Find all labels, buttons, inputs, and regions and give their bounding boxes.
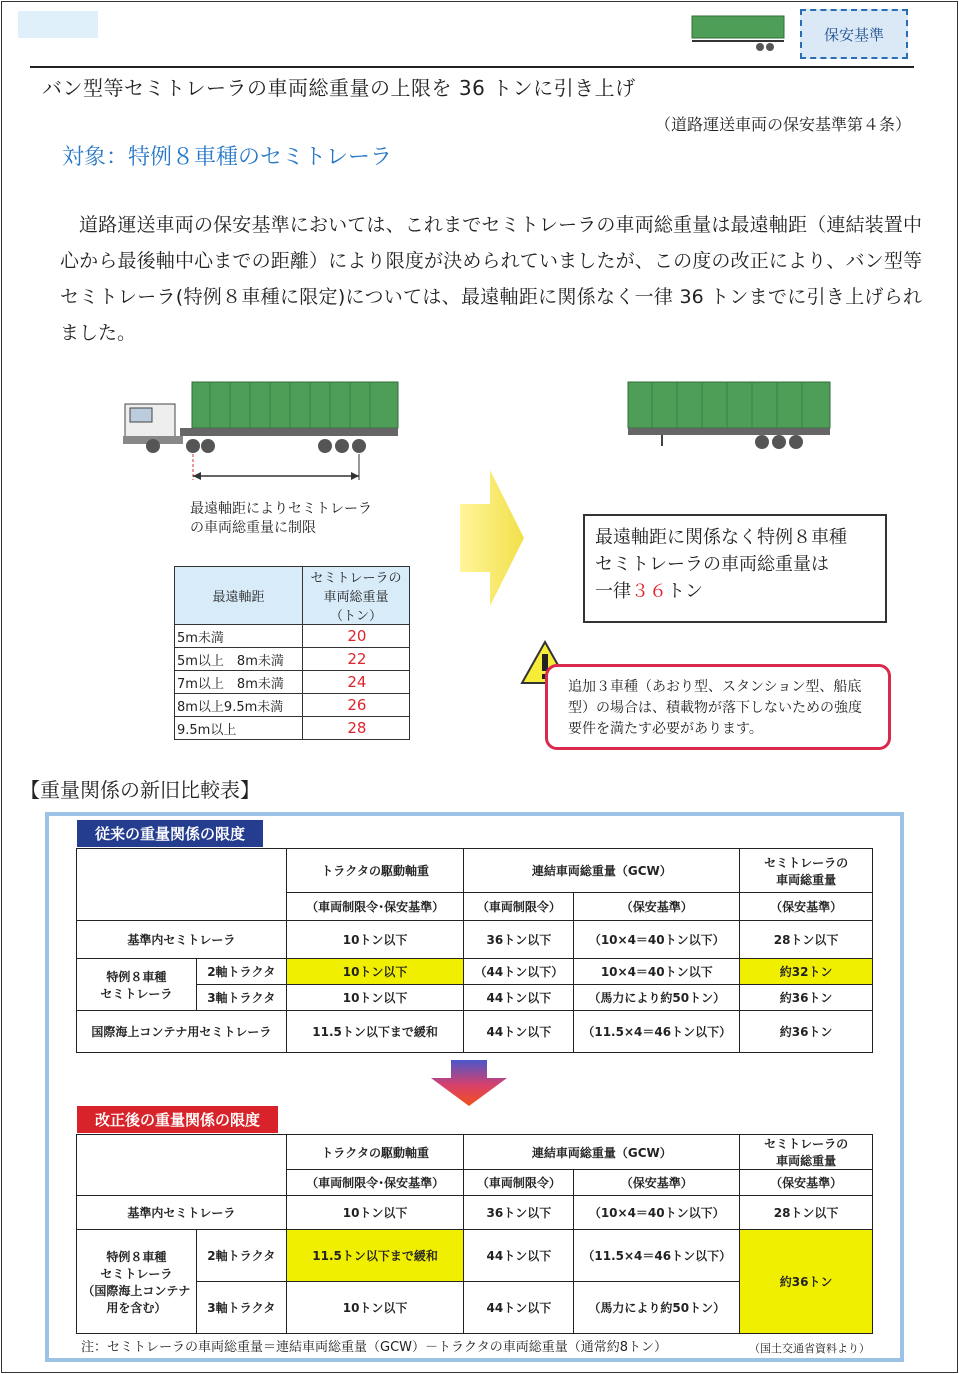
- comparison-panel: [45, 812, 904, 1362]
- uniform-36t-box: 最遠軸距に関係なく特例８車種 セミトレーラの車両総重量は 一律３６トン: [583, 514, 887, 623]
- col-semi-weight: セミトレーラの 車両総重量 （トン）: [302, 567, 409, 625]
- legal-reference: （道路運送車両の保安基準第４条）: [654, 115, 911, 134]
- col-axle-distance: 最遠軸距: [175, 567, 303, 625]
- comparison-heading: 【重量関係の新旧比較表】: [20, 778, 260, 802]
- header-rule: [30, 66, 914, 68]
- intro-paragraph: 道路運送車両の保安基準においては、これまでセミトレーラの車両総重量は最遠軸距（連結装置中心から最後軸中心までの距離）により限度が決められていましたが、この度の改正により、バン型等セミトレーラ(特例８車種に限定)については、最遠軸距に関係なく一律 36 トンまでに引き上げられました。: [60, 214, 922, 344]
- table-row: 基準内セミトレーラ 10トン以下 36トン以下 （10×4＝40トン以下） 28トン以下: [77, 1196, 873, 1230]
- warning-note: 追加３車種（あおり型、スタンション型、船底型）の場合は、積載物が落下しないための強度要件を満たす必要があります。: [545, 664, 891, 750]
- tractor-trailer-illustration: [120, 380, 410, 490]
- table-row: 3軸トラクタ 10トン以下 44トン以下 （馬力により約50トン） 約36トン: [77, 985, 873, 1011]
- corner-tab: [18, 11, 98, 38]
- down-arrow-icon: [429, 1060, 509, 1106]
- old-limits-table: トラクタの駆動軸重 連結車両総重量（GCW） セミトレーラの 車両総重量 （車両制限令･保安基準） （車両制限令） （保安基準） （保安基準） 基準内セミトレーラ 10トン以下 36トン以下 （10×4＝40トン以下） 28トン以下 特例８車種 セミトレーラ 2軸トラクタ 10トン以下 （44トン以下） 10×4＝40トン以下 約32トン 3軸トラクタ 10トン以下 44トン以下 （馬力により約50トン） 約36トン 国際海上コンテナ用セミトレーラ 11.5トン以下まで緩和 44トン以下 （11.5×4＝46トン以下） 約36トン: [76, 848, 873, 1053]
- source-note: （国土交通省資料より）: [749, 1342, 870, 1355]
- right-arrow-icon: [460, 470, 526, 610]
- footnote: 注：セミトレーラの車両総重量＝連結車両総重量（GCW）－トラクタの車両総重量（通常約8トン）: [81, 1340, 668, 1355]
- table-row: 7m以上 8m未満 24: [175, 671, 410, 694]
- table-row: 特例８車種 セミトレーラ （国際海上コンテナ 用を含む） 2軸トラクタ 11.5トン以下まで緩和 44トン以下 （11.5×4＝46トン以下） 約36トン: [77, 1230, 873, 1282]
- axle-limit-table: [174, 566, 410, 740]
- table-row: 特例８車種 セミトレーラ 2軸トラクタ 10トン以下 （44トン以下） 10×4＝40トン以下 約32トン: [77, 959, 873, 985]
- table-row: 国際海上コンテナ用セミトレーラ 11.5トン以下まで緩和 44トン以下 （11.5×4＝46トン以下） 約36トン: [77, 1011, 873, 1053]
- target-heading: 対象：特例８車種のセミトレーラ: [62, 145, 393, 170]
- table-row: 基準内セミトレーラ 10トン以下 36トン以下 （10×4＝40トン以下） 28トン以下: [77, 921, 873, 959]
- new-limits-label: 改正後の重量関係の限度: [77, 1106, 278, 1133]
- old-limits-label: 従来の重量関係の限度: [77, 820, 263, 847]
- table-row: 3軸トラクタ 10トン以下 44トン以下 （馬力により約50トン）: [77, 1282, 873, 1334]
- table-row: 5m未満 20: [175, 625, 410, 648]
- category-badge: 保安基準: [800, 9, 908, 59]
- table-row: 8m以上9.5m未満 26: [175, 694, 410, 717]
- new-limits-table: トラクタの駆動軸重 連結車両総重量（GCW） セミトレーラの 車両総重量 （車両制限令･保安基準） （車両制限令） （保安基準） （保安基準） 基準内セミトレーラ 10トン以下 36トン以下 （10×4＝40トン以下） 28トン以下 特例８車種 セミトレーラ （国際海上コンテナ 用を含む） 2軸トラクタ 11.5トン以下まで緩和 44トン以下 （11.5×4＝46トン以下） 約36トン 3軸トラクタ 10トン以下 44トン以下 （馬力により約50トン）: [76, 1134, 873, 1334]
- small-trailer-icon: [690, 14, 790, 54]
- axle-distance-note: 最遠軸距によりセミトレーラ の車両総重量に制限: [190, 501, 372, 536]
- page-title: バン型等セミトレーラの車両総重量の上限を 36 トンに引き上げ: [42, 76, 636, 100]
- trailer-illustration: [622, 380, 837, 460]
- table-row: 5m以上 8m未満 22: [175, 648, 410, 671]
- table-row: 9.5m以上 28: [175, 717, 410, 740]
